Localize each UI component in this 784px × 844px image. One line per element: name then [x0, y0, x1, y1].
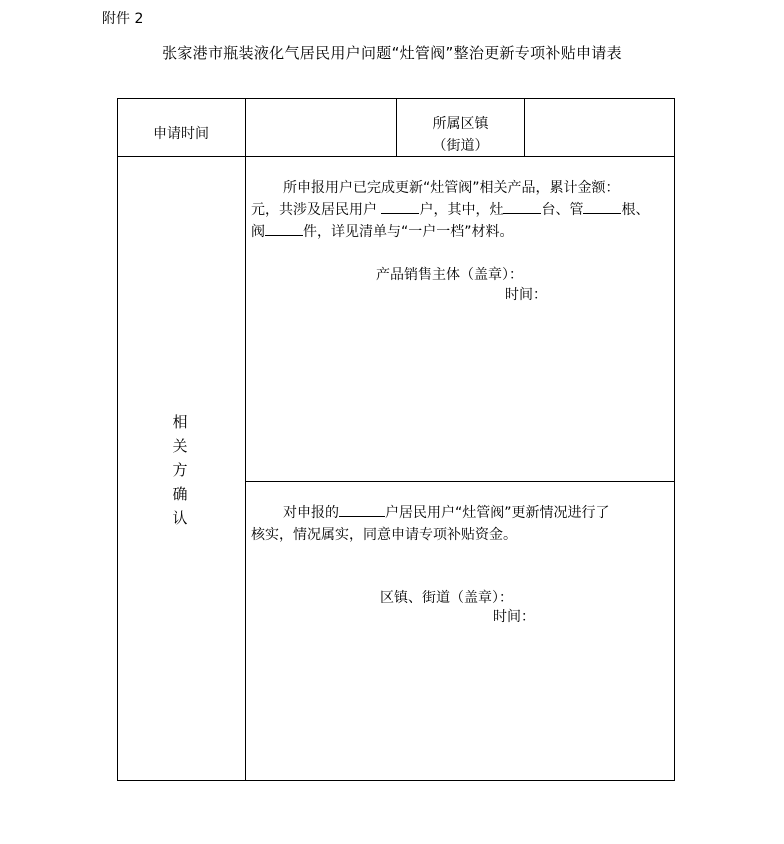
related-party-confirm-label	[172, 410, 188, 530]
vertical-char: 相	[172, 413, 188, 431]
text: 户，其中，灶	[419, 202, 504, 218]
vertical-char: 确	[172, 485, 188, 503]
annex-label: 附件 2	[102, 11, 144, 27]
district-statement-line2: 核实，情况属实，同意申请专项补贴资金。	[251, 527, 517, 543]
district-statement	[251, 502, 671, 546]
district-label-line2: （街道）	[432, 138, 489, 154]
apply-time-label: 申请时间	[153, 126, 209, 142]
district-value[interactable]	[525, 99, 675, 156]
seller-statement-line3	[251, 221, 671, 243]
row-divider-1	[117, 156, 675, 157]
district-label-line1: 所属区镇	[432, 116, 489, 132]
row-divider-2	[245, 481, 675, 482]
text: 对申报的	[283, 505, 339, 521]
district-label	[397, 113, 524, 157]
text: 元，共涉及居民用户	[251, 202, 382, 218]
text: 户居民用户“灶管阀”更新情况进行了	[385, 505, 610, 521]
apply-time-value[interactable]	[246, 99, 396, 156]
pipes-blank[interactable]	[583, 199, 621, 214]
col-divider-1	[245, 98, 246, 781]
seller-statement-line1: 所申报用户已完成更新“灶管阀”相关产品，累计金额：	[283, 180, 620, 196]
vertical-char: 方	[172, 461, 188, 479]
seller-statement-line2	[251, 199, 671, 221]
vertical-char: 关	[172, 437, 188, 455]
valves-blank[interactable]	[265, 221, 303, 236]
text: 件，详见清单与“一户一档”材料。	[303, 224, 514, 240]
verified-households-blank[interactable]	[339, 502, 385, 517]
vertical-char: 认	[172, 509, 188, 527]
district-statement-line1	[251, 502, 671, 524]
text: 阀	[251, 224, 265, 240]
form-title: 张家港市瓶装液化气居民用户问题“灶管阀”整治更新专项补贴申请表	[162, 44, 622, 62]
district-seal-label: 区镇、街道（盖章）：	[380, 590, 513, 606]
stoves-blank[interactable]	[503, 199, 541, 214]
seller-seal-label: 产品销售主体（盖章）：	[376, 267, 523, 283]
district-time-label: 时间：	[493, 609, 535, 625]
households-blank[interactable]	[381, 199, 419, 214]
seller-statement	[251, 177, 671, 243]
text: 台、管	[541, 202, 584, 218]
text: 根、	[621, 202, 650, 218]
seller-time-label: 时间：	[505, 287, 547, 303]
